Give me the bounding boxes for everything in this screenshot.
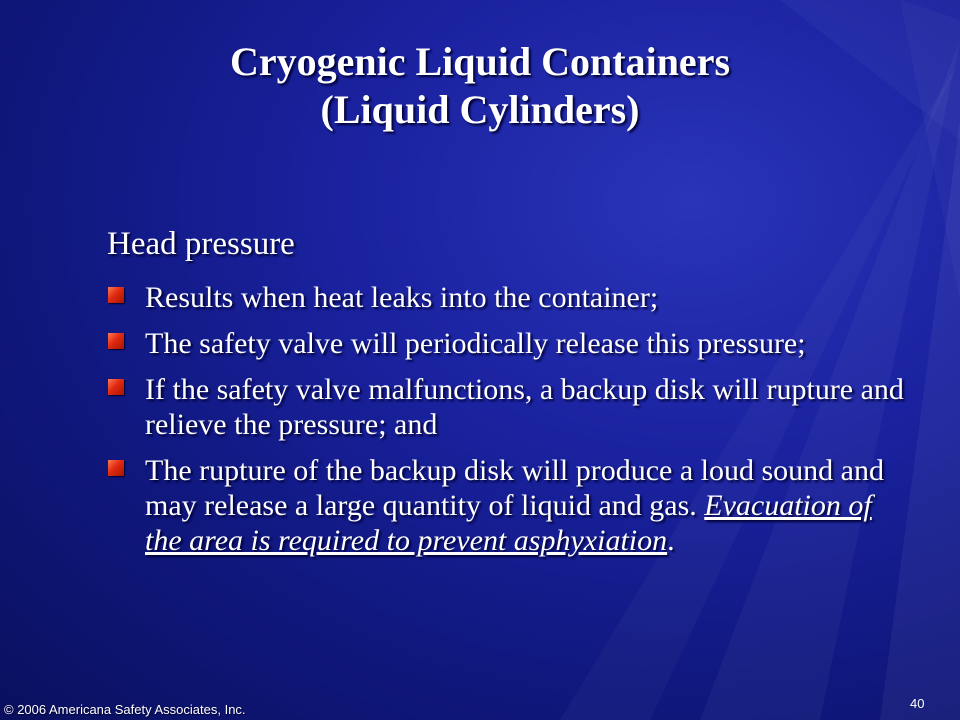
bullet-text: Results when heat leaks into the container; bbox=[145, 281, 659, 314]
copyright-footer: © 2006 Americana Safety Associates, Inc. bbox=[4, 702, 246, 717]
page-number: 40 bbox=[910, 696, 925, 711]
bullet-text: The rupture of the backup disk will produce a loud sound and may release a large quantity of liquid and gas. bbox=[145, 454, 884, 522]
square-bullet-icon bbox=[108, 287, 124, 303]
slide-title-line-1: Cryogenic Liquid Containers bbox=[229, 39, 731, 84]
square-bullet-icon bbox=[108, 333, 124, 349]
bullet-item bbox=[108, 280, 908, 315]
bullet-list bbox=[108, 280, 908, 569]
bullet-text-end: . bbox=[667, 524, 675, 557]
square-bullet-icon bbox=[108, 460, 124, 476]
section-heading: Head pressure bbox=[107, 226, 295, 262]
bullet-item bbox=[108, 372, 908, 442]
bullet-text: If the safety valve malfunctions, a backup disk will rupture and relieve the pressure; and bbox=[145, 373, 904, 441]
slide-title bbox=[0, 38, 960, 134]
bullet-text: The safety valve will periodically release this pressure; bbox=[145, 327, 806, 360]
evacuation-warning: Evacuation of the area is required to prevent asphyxiation bbox=[145, 489, 872, 557]
bullet-item bbox=[108, 453, 908, 558]
slide-title-line-2: (Liquid Cylinders) bbox=[320, 87, 640, 132]
bullet-item bbox=[108, 326, 908, 361]
square-bullet-icon bbox=[108, 379, 124, 395]
